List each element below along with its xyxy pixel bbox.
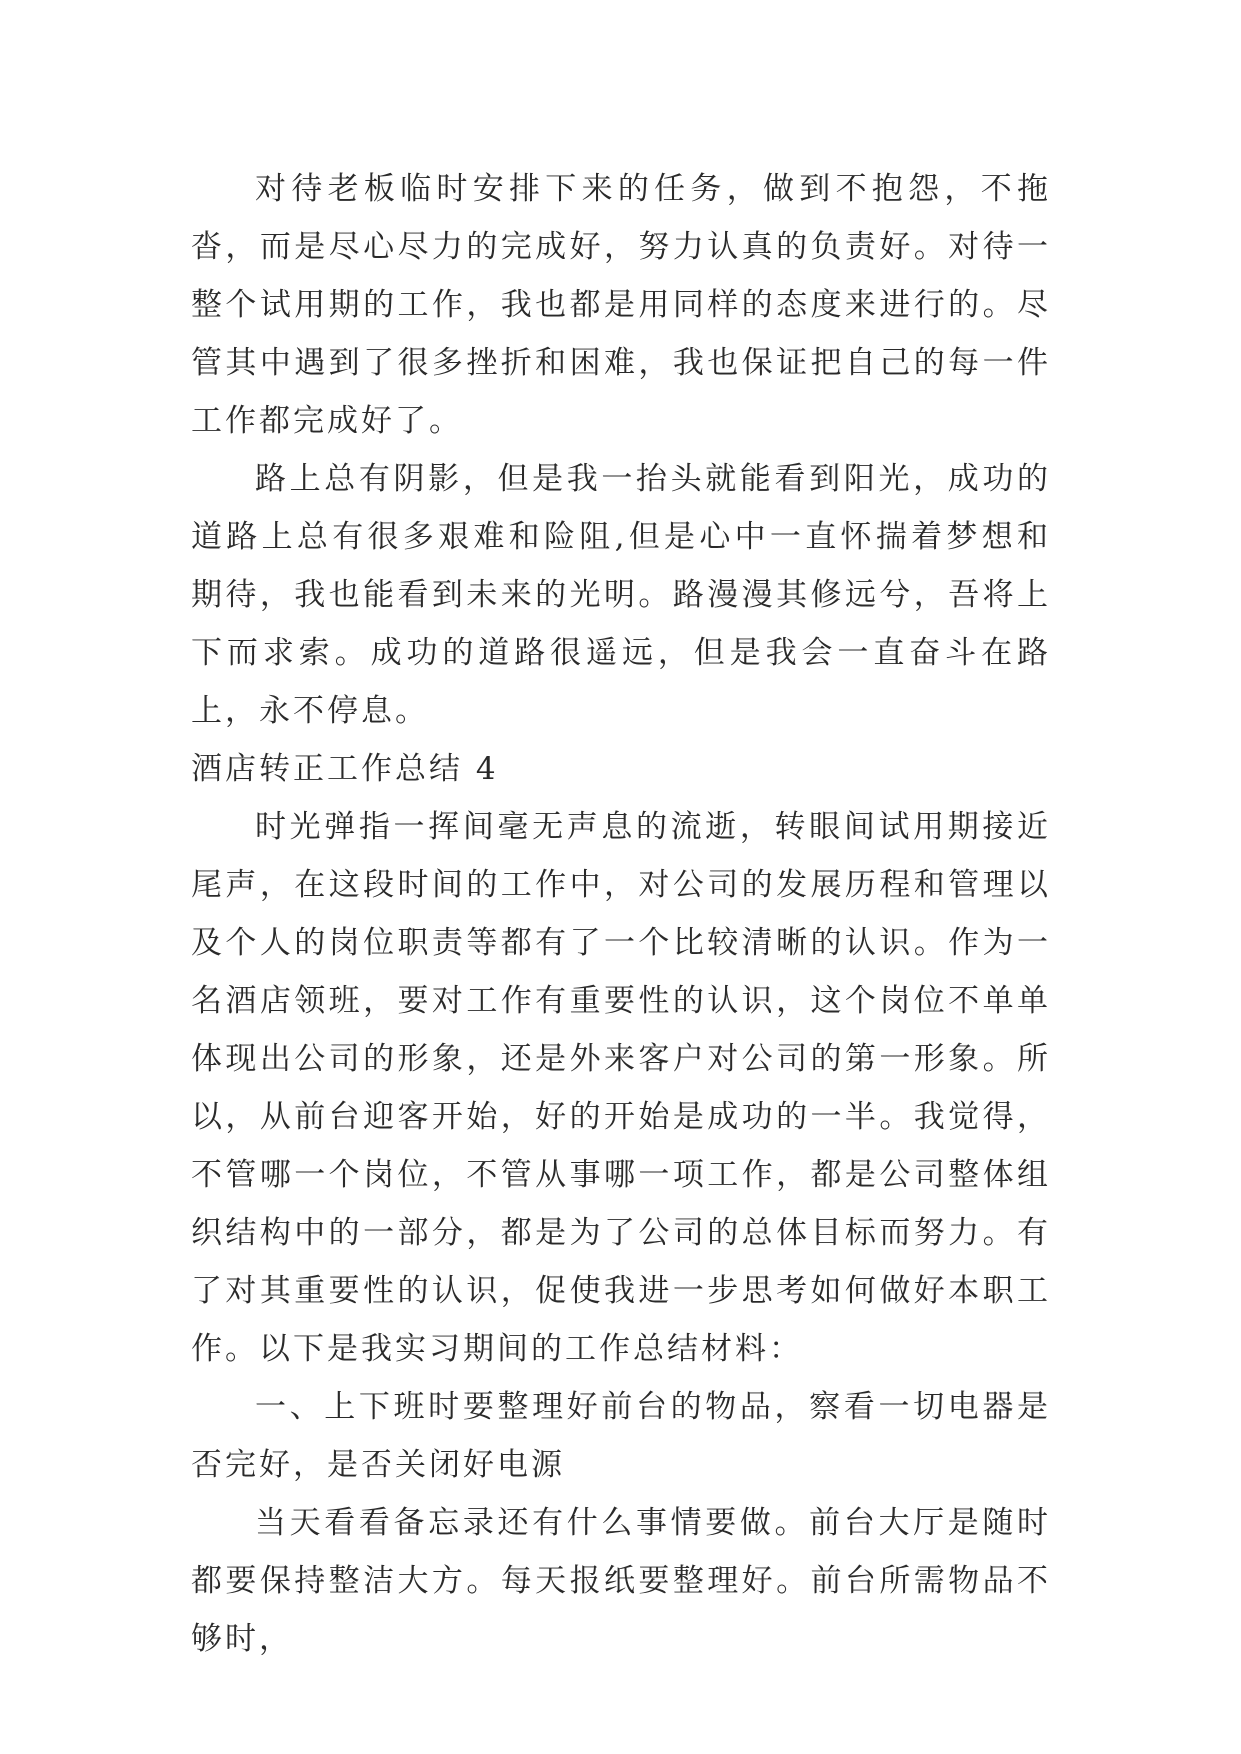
paragraph-item-one: 一、上下班时要整理好前台的物品，察看一切电器是否完好，是否关闭好电源: [191, 1389, 1051, 1483]
paragraph-memo: 当天看看备忘录还有什么事情要做。前台大厅是随时都要保持整洁大方。每天报纸要整理好。前台所需物品不够时，: [191, 1505, 1051, 1657]
section-heading: 酒店转正工作总结 4: [191, 751, 499, 787]
document-body: [191, 160, 1051, 1668]
paragraph-road-sunshine: 路上总有阴影，但是我一抬头就能看到阳光，成功的道路上总有很多艰难和险阻,但是心中一直怀揣着梦想和期待，我也能看到未来的光明。路漫漫其修远兮，吾将上下而求索。成功的道路很遥远，但是我会一直奋斗在路上，永不停息。: [191, 461, 1051, 729]
paragraph-probation-summary: 时光弹指一挥间毫无声息的流逝，转眼间试用期接近尾声，在这段时间的工作中，对公司的发展历程和管理以及个人的岗位职责等都有了一个比较清晰的认识。作为一名酒店领班，要对工作有重要性的认识，这个岗位不单单体现出公司的形象，还是外来客户对公司的第一形象。所以，从前台迎客开始，好的开始是成功的一半。我觉得，不管哪一个岗位，不管从事哪一项工作，都是公司整体组织结构中的一部分，都是为了公司的总体目标而努力。有了对其重要性的认识，促使我进一步思考如何做好本职工作。以下是我实习期间的工作总结材料：: [191, 809, 1051, 1367]
paragraph-task-attitude: 对待老板临时安排下来的任务，做到不抱怨，不拖沓，而是尽心尽力的完成好，努力认真的负责好。对待一整个试用期的工作，我也都是用同样的态度来进行的。尽管其中遇到了很多挫折和困难，我也保证把自己的每一件工作都完成好了。: [191, 171, 1051, 439]
